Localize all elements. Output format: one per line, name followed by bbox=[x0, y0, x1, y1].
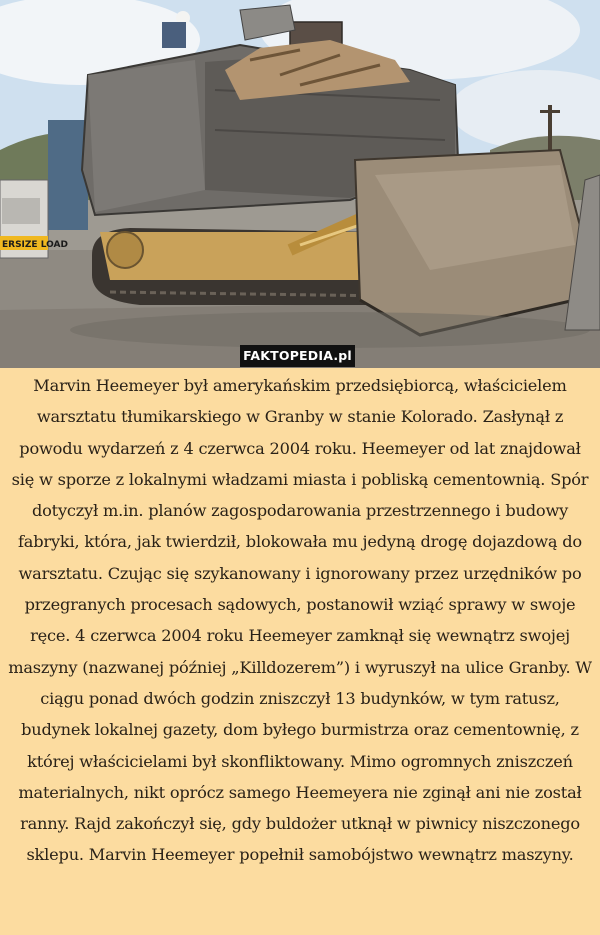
caption-text: Marvin Heemeyer był amerykańskim przedsiębiorcą, właścicielem warsztatu tłumikarskiego w Granby w stanie Kolorado. Zasłynął z powodu wydarzeń z 4 czerwca 2004 roku. Heemeyer od lat znajdował się w sporze z lokalnymi władzami miasta i pobliską cementownią. Spór dotyczył m.in. planów zagospodarowania przestrzennego i budowy fabryki, która, jak twierdził, blokowała mu jedyną drogę dojazdową do warsztatu. Czując się szykanowany i ignorowany przez urzędników po przegranych procesach sądowych, postanowił wziąć sprawy w swoje ręce. 4 czerwca 2004 roku Heemeyer zamknął się wewnątrz swojej maszyny (nazwanej później „Killdozerem”) i wyruszył na ulice Granby. W ciągu ponad dwóch godzin zniszczył 13 budynków, w tym ratusz, budynek lokalnej gazety, dom byłego burmistrza oraz cementownię, z której właścicielami był skonfliktowany. Mimo ogromnych zniszczeń materialnych, nikt oprócz samego Heemeyera nie zginął ani nie został ranny. Rajd zakończył się, gdy buldożer utknął w piwnicy niszczonego sklepu. Marvin Heemeyer popełnił samobójstwo wewnątrz maszyny. bbox=[8, 376, 592, 865]
truck-sign: ERSIZE LOAD bbox=[2, 240, 68, 250]
killdozer-photo bbox=[0, 0, 600, 368]
bulldozer-illustration bbox=[0, 0, 600, 368]
watermark-logo: FAKTOPEDIA.pl bbox=[240, 345, 355, 367]
